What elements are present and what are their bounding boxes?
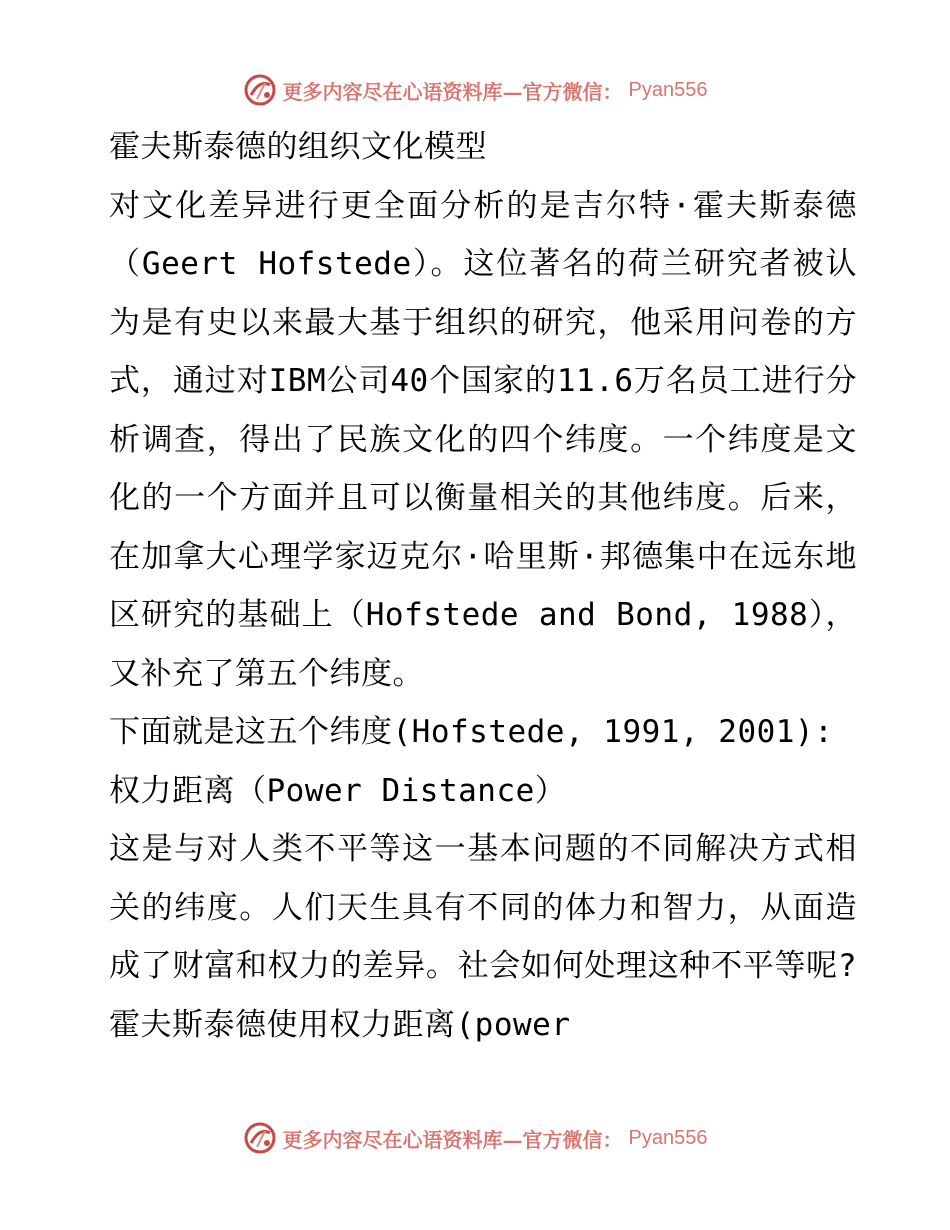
paragraph-power-distance: 这是与对人类不平等这一基本问题的不同解决方式相关的纬度。人们天生具有不同的体力和智力，从面造成了财富和权力的差异。社会如何处理这种不平等呢?霍夫斯泰德使用权力距离(power — [109, 831, 857, 1043]
document-title: 霍夫斯泰德的组织文化模型 — [109, 129, 487, 165]
watermark-inner — [243, 73, 708, 107]
document-body — [97, 118, 857, 1054]
watermark-banner-top — [0, 70, 950, 110]
logo-icon — [243, 1121, 277, 1155]
watermark-id: Pyan556 — [628, 1126, 708, 1149]
section-heading-power-distance: 权力距离（Power Distance） — [109, 772, 567, 809]
watermark-banner-bottom — [0, 1118, 950, 1158]
paragraph-dimensions-intro: 下面就是这五个纬度(Hofstede, 1991, 2001): — [109, 714, 834, 750]
watermark-text: 更多内容尽在心语资料库—官方微信： — [282, 1127, 623, 1152]
logo-icon — [243, 73, 277, 107]
watermark-inner — [243, 1121, 708, 1155]
watermark-id: Pyan556 — [628, 78, 708, 101]
watermark-text: 更多内容尽在心语资料库—官方微信： — [282, 79, 623, 104]
paragraph-intro: 对文化差异进行更全面分析的是吉尔特·霍夫斯泰德（Geert Hofstede）。这位著名的荷兰研究者被认为是有史以来最大基于组织的研究，他采用问卷的方式，通过对IBM公司40个国家的11.6万名员工进行分析调查，得出了民族文化的四个纬度。一个纬度是文化的一个方面并且可以衡量相关的其他纬度。后来，在加拿大心理学家迈克尔·哈里斯·邦德集中在远东地区研究的基础上（Hofstede and Bond, 1988），又补充了第五个纬度。 — [109, 187, 857, 692]
